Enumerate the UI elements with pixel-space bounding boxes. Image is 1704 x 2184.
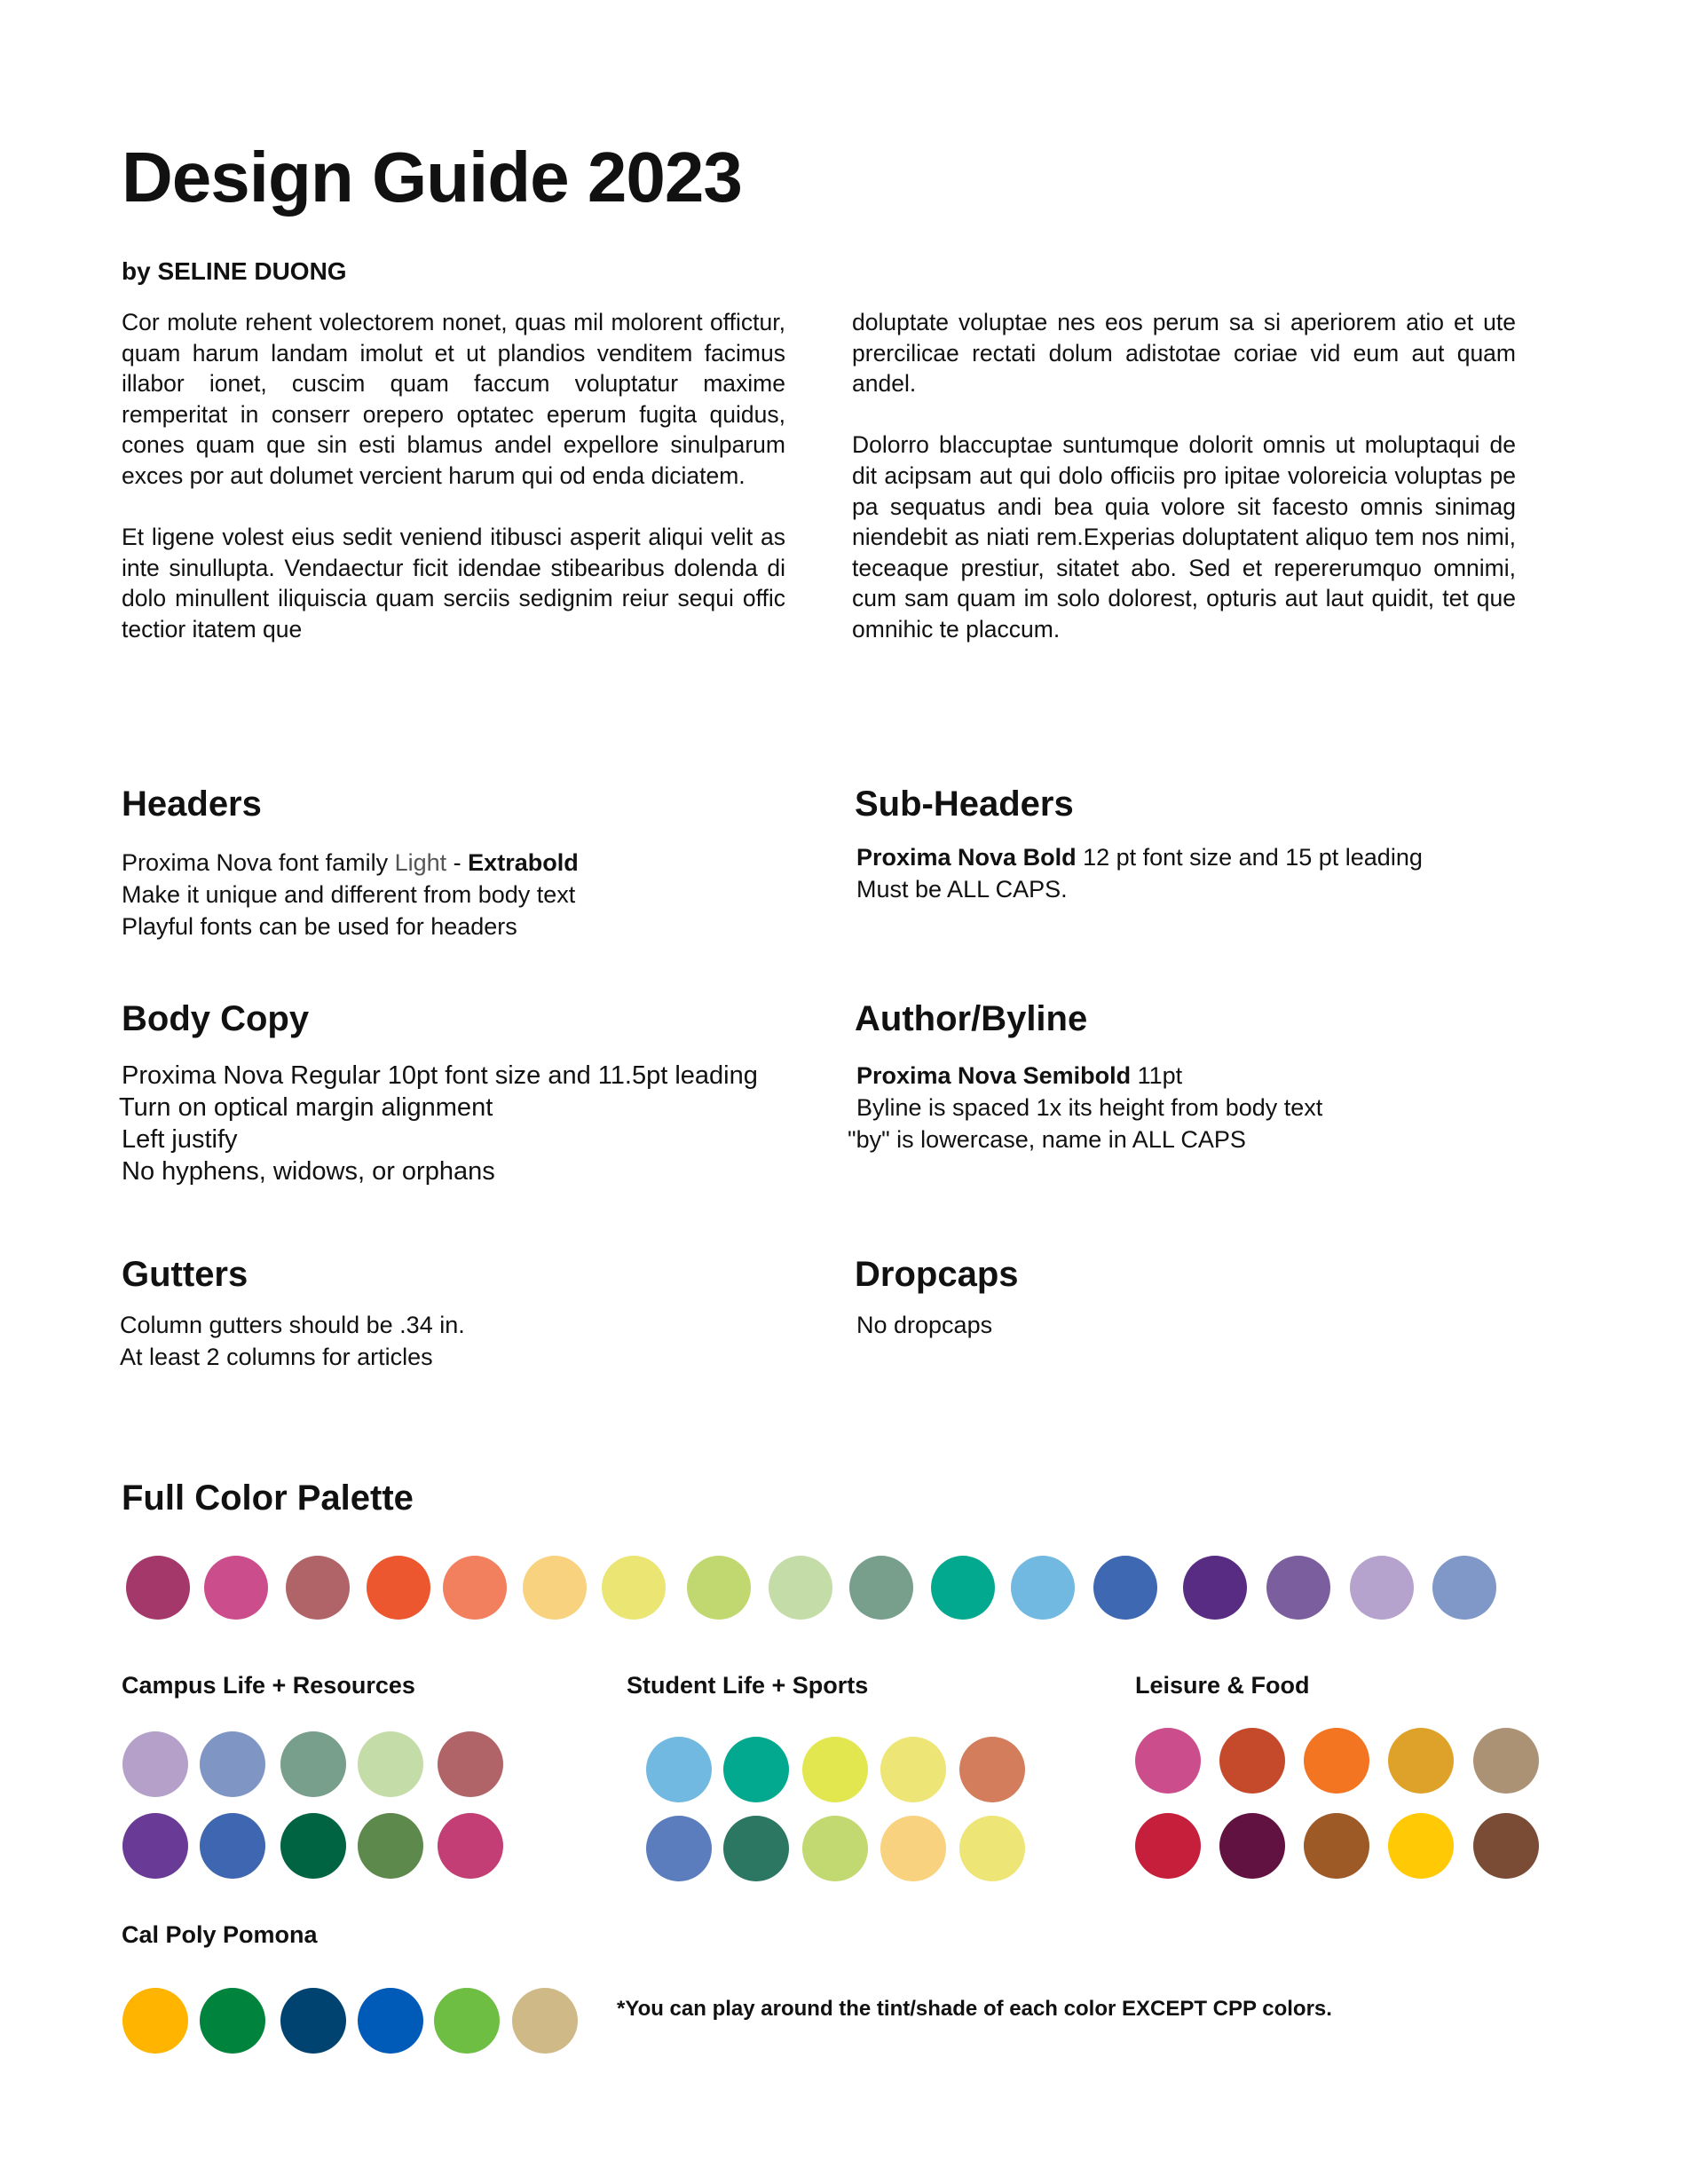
color-swatch <box>1219 1813 1285 1879</box>
color-swatch <box>849 1556 913 1620</box>
color-swatch <box>200 1813 265 1879</box>
color-swatch <box>434 1988 500 2054</box>
color-swatch <box>769 1556 832 1620</box>
spec-line: Make it unique and different from body text <box>122 881 576 908</box>
group-label-student-life: Student Life + Sports <box>627 1672 869 1699</box>
color-swatch <box>280 1731 346 1797</box>
spec-line: Left justify <box>122 1125 238 1154</box>
color-swatch <box>438 1731 503 1797</box>
color-swatch <box>602 1556 666 1620</box>
spec-line: "by" is lowercase, name in ALL CAPS <box>848 1126 1246 1153</box>
palette-note: *You can play around the tint/shade of each color EXCEPT CPP colors. <box>617 1997 1332 2021</box>
spec-line: Must be ALL CAPS. <box>856 876 1068 903</box>
byline: by SELINE DUONG <box>122 257 347 285</box>
spec-line <box>856 841 1423 873</box>
spec-text-bold: Extrabold <box>468 849 579 876</box>
color-swatch <box>1135 1728 1201 1794</box>
color-swatch <box>1219 1728 1285 1794</box>
intro-paragraph: Dolorro blaccuptae suntumque dolorit omnis ut moluptaqui de dit acipsam aut qui dolo officiis pro ipitae voloreicia voluptas pe pa sequatus andi bea quia volore sit facesto omnis sinimag niendebit as niati rem.Experias doluptatent aliquo tem nos nimi, teceaque prestiur, sitatet abo. Sed et repererumquo omnimi, cum sam quam im solo dolorest, opturis aut laut quidit, tet que omnihic te placcum. <box>852 431 1516 643</box>
color-swatch <box>358 1813 423 1879</box>
section-title-headers: Headers <box>122 785 262 824</box>
color-swatch <box>1304 1728 1369 1794</box>
spec-text-light: Light <box>394 849 447 876</box>
color-swatch <box>122 1813 188 1879</box>
color-swatch <box>1388 1813 1454 1879</box>
color-swatch <box>512 1988 578 2054</box>
color-swatch <box>1183 1556 1247 1620</box>
page-title: Design Guide 2023 <box>122 138 742 217</box>
intro-column-right <box>852 307 1516 675</box>
spec-line <box>856 1060 1322 1092</box>
spec-line: No dropcaps <box>856 1312 993 1338</box>
section-body-author-byline <box>848 1060 1323 1155</box>
color-swatch <box>1388 1728 1454 1794</box>
color-swatch <box>126 1556 190 1620</box>
section-title-body-copy: Body Copy <box>122 999 310 1038</box>
color-swatch <box>802 1816 868 1881</box>
spec-text-bold: Proxima Nova Semibold <box>856 1062 1132 1089</box>
section-title-gutters: Gutters <box>122 1255 248 1294</box>
color-swatch <box>200 1731 265 1797</box>
color-swatch <box>1304 1813 1369 1879</box>
section-body-body-copy <box>119 1060 758 1187</box>
color-swatch <box>200 1988 265 2054</box>
group-label-leisure-food: Leisure & Food <box>1135 1672 1310 1699</box>
section-body-dropcaps <box>856 1309 992 1341</box>
color-swatch <box>367 1556 430 1620</box>
color-swatch <box>443 1556 507 1620</box>
group-label-cal-poly-pomona: Cal Poly Pomona <box>122 1921 318 1948</box>
color-swatch <box>438 1813 503 1879</box>
color-swatch <box>880 1816 946 1881</box>
spec-line: Playful fonts can be used for headers <box>122 913 517 940</box>
color-swatch <box>723 1816 789 1881</box>
color-swatch <box>280 1988 346 2054</box>
section-title-author-byline: Author/Byline <box>855 999 1088 1038</box>
palette-title: Full Color Palette <box>122 1478 414 1518</box>
color-swatch <box>1473 1728 1539 1794</box>
spec-line: Proxima Nova Regular 10pt font size and 11.5pt leading <box>122 1061 758 1090</box>
color-swatch <box>1093 1556 1157 1620</box>
spec-line: Column gutters should be .34 in. <box>120 1312 465 1338</box>
spec-line: At least 2 columns for articles <box>120 1344 433 1370</box>
color-swatch <box>122 1988 188 2054</box>
section-body-subheaders <box>856 841 1423 905</box>
section-title-dropcaps: Dropcaps <box>855 1255 1019 1294</box>
spec-line: No hyphens, widows, or orphans <box>122 1157 495 1186</box>
color-swatch <box>523 1556 587 1620</box>
color-swatch <box>1350 1556 1414 1620</box>
color-swatch <box>358 1731 423 1797</box>
color-swatch <box>280 1813 346 1879</box>
color-swatch <box>723 1737 789 1802</box>
color-swatch <box>1432 1556 1496 1620</box>
color-swatch <box>802 1737 868 1802</box>
section-body-gutters <box>120 1309 465 1373</box>
section-body-headers <box>122 847 579 942</box>
spec-text: 11pt <box>1131 1062 1183 1089</box>
intro-paragraph: Et ligene volest eius sedit veniend itibusci asperit aliqui velit as inte sinullupta. Vendaectur ficit idendae stibearibus dolenda di dolo minullent iliquiscia quam serciis sedignim reiur sequi offic tectior itatem que <box>122 524 785 643</box>
color-swatch <box>880 1737 946 1802</box>
color-swatch <box>646 1737 712 1802</box>
color-swatch <box>1011 1556 1075 1620</box>
intro-paragraph: doluptate voluptae nes eos perum sa si aperiorem atio et ute prercilicae rectati dolum adistotae coriae vid eum aut quam andel. <box>852 309 1516 398</box>
color-swatch <box>959 1737 1025 1802</box>
group-label-campus-life: Campus Life + Resources <box>122 1672 415 1699</box>
color-swatch <box>286 1556 350 1620</box>
color-swatch <box>1266 1556 1330 1620</box>
spec-line: Byline is spaced 1x its height from body text <box>856 1094 1323 1121</box>
color-swatch <box>122 1731 188 1797</box>
color-swatch <box>1135 1813 1201 1879</box>
spec-text: Proxima Nova font family <box>122 849 395 876</box>
color-swatch <box>646 1816 712 1881</box>
spec-text: 12 pt font size and 15 pt leading <box>1076 844 1423 871</box>
color-swatch <box>931 1556 995 1620</box>
spec-text: - <box>446 849 469 876</box>
intro-column-left <box>122 307 785 675</box>
color-swatch <box>1473 1813 1539 1879</box>
color-swatch <box>358 1988 423 2054</box>
spec-line: Turn on optical margin alignment <box>119 1093 493 1122</box>
spec-line <box>122 847 579 879</box>
intro-paragraph: Cor molute rehent volectorem nonet, quas mil molorent offictur, quam harum landam imolut et ut plandios venditem facimus illabor ionet, cuscim quam faccum voluptatur maxime remperitat in conserr orepero optatec eperum fugita quidus, cones quam que sin esti blamus andel expellore sinulparum exces por aut dolumet vercient harum qui od enda diciatem. <box>122 309 785 489</box>
color-swatch <box>687 1556 751 1620</box>
spec-text-bold: Proxima Nova Bold <box>856 844 1077 871</box>
color-swatch <box>959 1816 1025 1881</box>
section-title-subheaders: Sub-Headers <box>855 785 1074 824</box>
color-swatch <box>204 1556 268 1620</box>
